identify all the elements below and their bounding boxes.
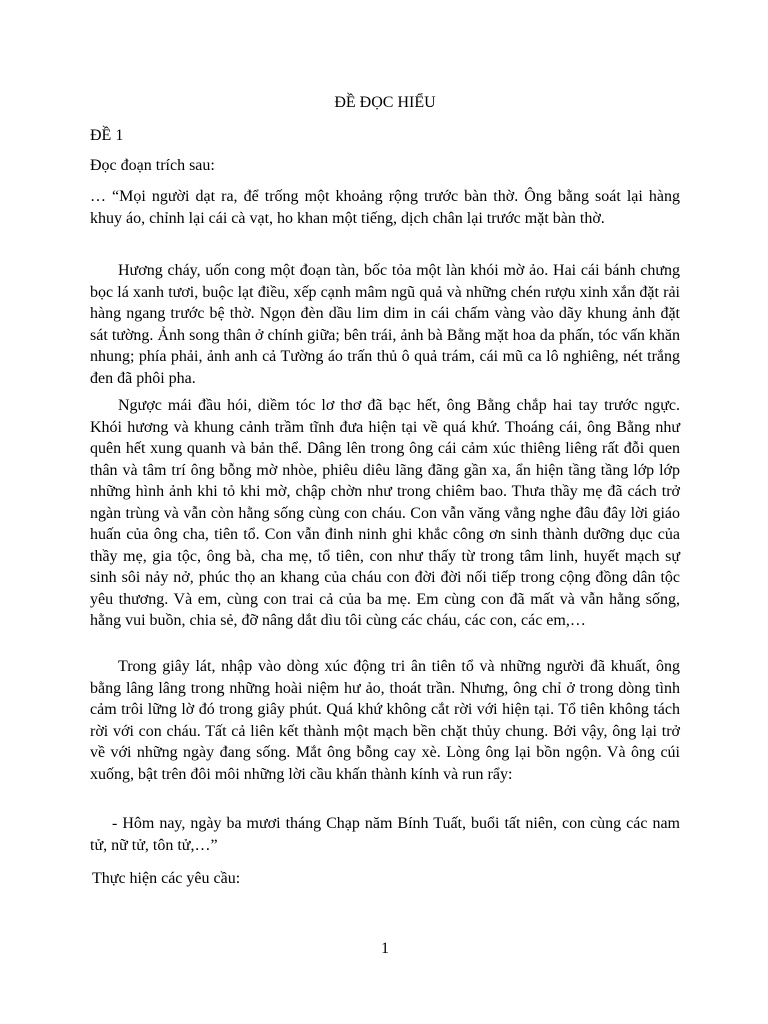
task-label: Thực hiện các yêu cầu:	[92, 870, 241, 887]
paragraph-4: Trong giây lát, nhập vào dòng xúc động tri ân tiên tổ và những người đã khuất, ông bằng lâng lâng trong những hoài niệm hư ảo, thoát trần. Nhưng, ông chỉ ở trong dòng tình cảm trôi lững lờ đó trong giây phút. Quá khứ không cắt rời với hiện tại. Tổ tiên không tách rời với con cháu. Tất cả liên kết thành một mạch bền chặt thủy chung. Bởi vậy, ông lại trở về với những ngày đang sống. Mắt ông bỗng cay xè. Lòng ông lại bồn ngộn. Và ông cúi xuống, bật trên đôi môi những lời cầu khấn thành kính và run rẩy:	[90, 658, 680, 783]
document-title: ĐỀ ĐỌC HIỂU	[334, 94, 436, 111]
page-number: 1	[381, 940, 389, 957]
document-page	[90, 0, 680, 1024]
paragraph-5: - Hôm nay, ngày ba mươi tháng Chạp năm Bính Tuất, buổi tất niên, con cùng các nam tử, nữ tử, tôn tử,…”	[90, 815, 680, 854]
reading-instruction: Đọc đoạn trích sau:	[90, 157, 215, 174]
paragraph-3: Ngược mái đầu hói, diềm tóc lơ thơ đã bạc hết, ông Bằng chắp hai tay trước ngực. Khói hương và khung cảnh trầm tĩnh đưa hiện tại về quá khứ. Thoáng cái, ông Bằng như quên hết xung quanh và bản thể. Dâng lên trong ông cái cảm xúc thiêng liêng rất đỗi quen thân và tâm trí ông bỗng mờ nhòe, phiêu diêu lãng đãng gần xa, ẩn hiện tầng tầng lớp lớp những hình ảnh khi tỏ khi mờ, chập chờn như trong chiêm bao. Thưa thầy mẹ đã cách trở ngàn trùng và vẫn còn hằng sống cùng con cháu. Con vẫn văng vẳng nghe đâu đây lời giáo huấn của ông cha, tiên tổ. Con vẫn đinh ninh ghi khắc công ơn sinh thành dưỡng dục của thầy mẹ, gia tộc, ông bà, cha mẹ, tổ tiên, con như thấy từ trong tâm linh, huyết mạch sự sinh sôi nảy nở, phúc thọ an khang của cháu con đời đời nối tiếp trong cộng đồng dân tộc yêu thương. Và em, cùng con trai cả của ba mẹ. Em cùng con đã mất và vẫn hằng sống, hằng vui buồn, chia sẻ, đỡ nâng dắt dìu tôi cùng các cháu, các con, các em,…	[90, 397, 680, 629]
paragraph-2: Hương cháy, uốn cong một đoạn tàn, bốc tỏa một làn khói mờ ảo. Hai cái bánh chưng bọc lá xanh tươi, buộc lạt điều, xếp cạnh mâm ngũ quả và những chén rượu xinh xắn đặt rải hàng ngang trước bệ thờ. Ngọn đèn dầu lim dim in cái chấm vàng vào dãy khung ảnh đặt sát tường. Ảnh song thân ở chính giữa; bên trái, ảnh bà Bằng mặt hoa da phấn, tóc vấn khăn nhung; phía phải, ảnh anh cả Tường áo trấn thủ ô quả trám, cái mũ ca lô nghiêng, nét trắng đen đã phôi pha.	[90, 262, 680, 387]
paragraph-1: … “Mọi người dạt ra, để trống một khoảng rộng trước bàn thờ. Ông bằng soát lại hàng khuy áo, chỉnh lại cái cà vạt, ho khan một tiếng, dịch chân lại trước mặt bàn thờ.	[90, 188, 680, 227]
section-heading: ĐỀ 1	[90, 127, 124, 144]
